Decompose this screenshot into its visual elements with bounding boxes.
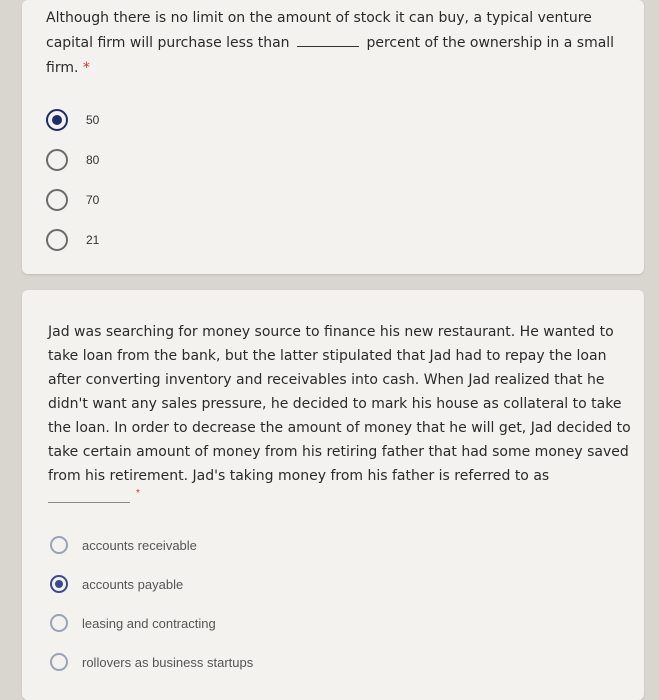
q1-option-label: 80 xyxy=(86,153,100,167)
q1-option-label: 70 xyxy=(86,193,100,207)
radio-unchecked-icon[interactable] xyxy=(50,614,68,632)
radio-unchecked-icon[interactable] xyxy=(50,653,68,671)
required-asterisk: * xyxy=(82,60,90,76)
radio-checked-icon[interactable] xyxy=(50,575,68,593)
q1-option-label: 50 xyxy=(86,113,100,127)
q2-option-rollovers-as-business-startups[interactable] xyxy=(50,653,253,671)
radio-unchecked-icon[interactable] xyxy=(50,536,68,554)
question-1-text xyxy=(46,6,636,81)
q2-option-label: rollovers as business startups xyxy=(82,654,254,670)
q2-option-label: accounts receivable xyxy=(82,537,197,553)
radio-unchecked-icon[interactable] xyxy=(46,229,68,251)
q2-option-leasing-and-contracting[interactable] xyxy=(50,614,216,632)
question-2-text: Jad was searching for money source to finance his new restaurant. He wanted to take loan from the bank, but the latter stipulated that Jad had to repay the loan after converting inventory and receivables into cash. When Jad realized that he didn't want any sales pressure, he decided to mark his house as collateral to take the loan. In order to decrease the amount of money that he will get, Jad decided to take certain amount of money from his retiring father that had some money saved from his retirement. Jad's taking money from his father is referred to as xyxy=(48,324,631,484)
question-1-text-part2: percent of the ownership in a small firm. xyxy=(46,35,615,76)
q2-option-accounts-payable[interactable] xyxy=(50,575,183,593)
required-asterisk: * xyxy=(136,488,140,499)
q1-option-21[interactable] xyxy=(46,229,99,251)
q1-option-80[interactable] xyxy=(46,149,99,171)
radio-unchecked-icon[interactable] xyxy=(46,189,68,211)
q2-option-label: accounts payable xyxy=(82,576,184,592)
answer-blank xyxy=(297,32,359,47)
q1-option-label: 21 xyxy=(86,233,100,247)
q2-option-label: leasing and contracting xyxy=(82,615,216,631)
radio-unchecked-icon[interactable] xyxy=(46,149,68,171)
q1-option-70[interactable] xyxy=(46,189,99,211)
question-card-2 xyxy=(22,290,644,700)
q1-option-50[interactable] xyxy=(46,109,99,131)
question-card-1 xyxy=(22,0,644,274)
answer-blank xyxy=(48,502,130,503)
question-1-text-part1: Although there is no limit on the amount of stock it can buy, a typical venture capital firm will purchase less than xyxy=(46,10,592,51)
radio-checked-icon[interactable] xyxy=(46,109,68,131)
q2-option-accounts-receivable[interactable] xyxy=(50,536,197,554)
